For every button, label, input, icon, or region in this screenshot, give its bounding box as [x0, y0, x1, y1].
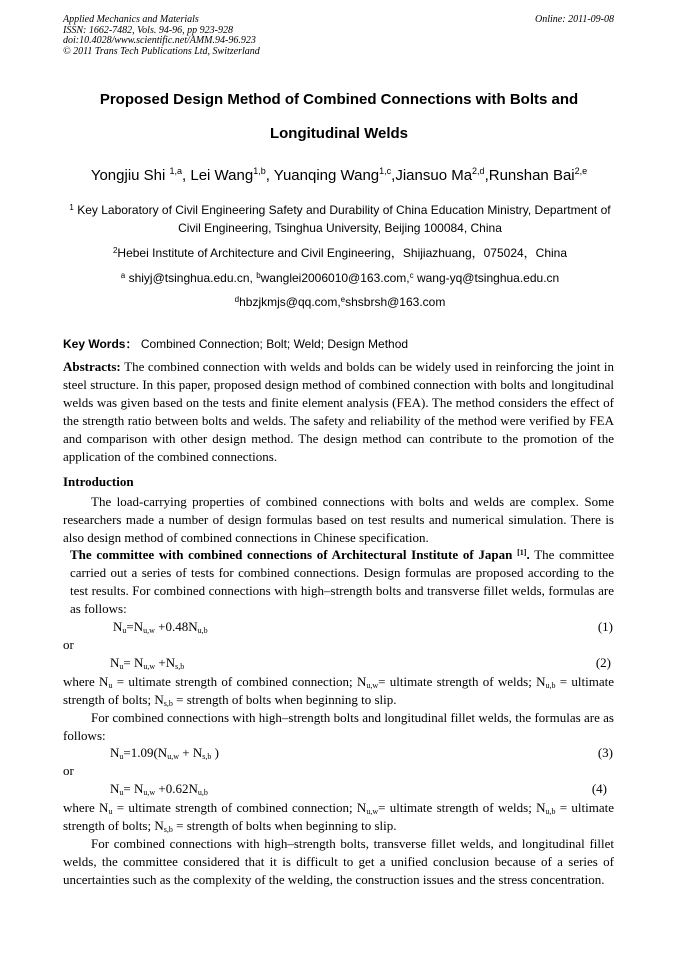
affiliation-2 — [62, 244, 618, 262]
equation-2 — [0, 655, 678, 673]
aij-paragraph: The committee with combined connections of Architectural Institute of Japan [1]. The committee carried out a series of tests for combined connections. Design formulas are proposed according to the test results. For combined connections with high–strength bolts and transverse fillet welds, formulas are as follows: — [70, 547, 615, 616]
author-name: Yongjiu Shi — [90, 167, 166, 184]
keywords — [63, 335, 408, 352]
equation-formula: $N_u= N_{u,w} +0.62N_{u,b}$ — [110, 781, 208, 797]
email-mark: a — [120, 271, 126, 280]
aij-heading: The committee with combined connections of Architectural Institute of Japan — [70, 547, 513, 562]
email-mark: d — [234, 295, 240, 304]
affiliation-mark: 1 — [69, 203, 74, 212]
author-name: Yuanqing Wang — [273, 167, 380, 184]
author-name: Jiansuo Ma — [395, 167, 473, 184]
author-affiliation-mark: 2,d — [472, 166, 485, 176]
abstract-text: The combined connection with welds and bolds can be widely used in reinforcing the joint in steel structure. In this paper, proposed design method of combined connection with bolts and longitudinal welds was given based on the tests and finite element analysis (FEA). The method considers the effect of the strength ratio between bolts and welds. The safety and reliability of the method were verified by FEA and comparison with other design method. The design method can contribute to the promotion of the application of the combined connections. — [63, 359, 615, 464]
affiliation-text: Key Laboratory of Civil Engineering Safety and Durability of China Education Ministry, Department of Civil Engineering, Tsinghua University, Beijing 100084, China — [77, 203, 611, 235]
equation-formula: $N_u=1.09(N_{u,w} + N_{s,b}$ ) — [110, 745, 219, 761]
final-paragraph: For combined connections with high–strength bolts, transverse fillet welds, and longitudinal fillet welds, the committee considered that it is difficult to get a unified conclusion because of a series of uncertainties such as the complexity of the welding, the construction issues and the stress concentration. — [63, 836, 614, 887]
intro-paragraph: The load-carrying properties of combined connections with bolts and welds are complex. Some researchers made a number of design formulas based on test results and numerical simulation. There is also design method of combined connections in Chinese specification. — [63, 494, 614, 545]
email-mark: e — [340, 295, 346, 304]
author-affiliation-mark: 1,b — [253, 166, 266, 176]
paper-title-line-1: Proposed Design Method of Combined Connections with Bolts and — [99, 91, 579, 108]
section-heading-introduction: Introduction — [63, 474, 134, 489]
journal-header — [63, 15, 260, 57]
email-address: wang-yq@tsinghua.edu.cn — [416, 271, 560, 285]
or-connector: or — [63, 763, 74, 778]
author-affiliation-mark: 2,e — [574, 166, 588, 176]
equation-number: (4) — [591, 781, 607, 796]
affiliation-mark: 2 — [112, 246, 118, 255]
abstract — [63, 358, 614, 466]
equation-number: (2) — [595, 655, 611, 670]
longitudinal-paragraph: For combined connections with high–strength bolts and longitudinal fillet welds, the formulas are as follows: — [63, 710, 614, 743]
email-address: hbzjkmjs@qq.com, — [239, 295, 341, 309]
or-connector: or — [63, 637, 74, 652]
author-affiliation-mark: 1,c — [379, 166, 392, 176]
email-mark: b — [256, 271, 261, 280]
email-address: shiyj@tsinghua.edu.cn, — [128, 271, 253, 285]
email-address: shsbrsh@163.com — [345, 295, 446, 309]
author-name: Lei Wang — [190, 167, 254, 184]
equation-4 — [0, 781, 678, 799]
equation-number: (1) — [597, 619, 613, 634]
issn-line: ISSN: 1662-7482, Vols. 94-96, pp 923-928 — [63, 24, 233, 36]
email-address: wanglei2006010@163.com, — [260, 271, 410, 285]
journal-name: Applied Mechanics and Materials — [63, 14, 199, 25]
online-date: Online: 2011-09-08 — [535, 14, 614, 25]
aij-para-first: The — [534, 547, 555, 562]
paper-title-line-2: Longitudinal Welds — [269, 125, 409, 142]
copyright-line: © 2011 Trans Tech Publications Ltd, Switzerland — [63, 45, 260, 57]
equation-formula: $N_u= N_{u,w} +N_{s,b}$ — [110, 655, 185, 671]
definitions-2: where $N_u$ = ultimate strength of combined connection; $N_{u,w}=$ ultimate strength of welds; $N_{u,b}$ = ultimate strength of bolts; $N_{s,b}$ = strength of bolts when beginning to slip. — [63, 800, 614, 834]
definitions-1: where $N_u$ = ultimate strength of combined connection; $N_{u,w}=$ ultimate strength of welds; $N_{u,b}$ = ultimate strength of bolts; $N_{s,b}$ = strength of bolts when beginning to slip. — [63, 674, 614, 708]
author-list: Yongjiu Shi $^{1,a}$, Lei Wang$^{1,b}$, Yuanqing Wang$^{1,c}$,Jiansuo Ma$^{2,d}$,Runshan Bai$^{2,e}$ — [90, 166, 588, 184]
equation-3 — [0, 745, 678, 763]
email-mark: c — [409, 271, 414, 280]
affiliation-text: Hebei Institute of Architecture and Civil Engineering，Shijiazhuang，075024，China — [117, 246, 568, 260]
email-line-2 — [62, 293, 618, 311]
citation-ref: [1] — [517, 548, 527, 557]
abstract-label: Abstracts: — [63, 359, 121, 374]
affiliation-1 — [62, 201, 618, 237]
equation-number: (3) — [597, 745, 613, 760]
equation-1 — [0, 619, 678, 637]
email-line-1 — [62, 269, 618, 287]
author-name: Runshan Bai — [488, 167, 575, 184]
keywords-text: Combined Connection; Bolt; Weld; Design Method — [140, 337, 409, 351]
keywords-label: Key Words： — [63, 337, 138, 351]
aij-para-text: committee carried out a series of tests for combined connections. Design formulas are proposed according to the test results. For combined connections with high–strength bolts and transverse fillet welds, formulas are as follows: — [70, 547, 615, 616]
equation-formula: $N_u=N_{u,w} +0.48N_{u,b}$ — [113, 619, 208, 635]
author-affiliation-mark: 1,a — [169, 166, 183, 176]
doi-line: doi:10.4028/www.scientific.net/AMM.94-96.923 — [63, 35, 256, 47]
